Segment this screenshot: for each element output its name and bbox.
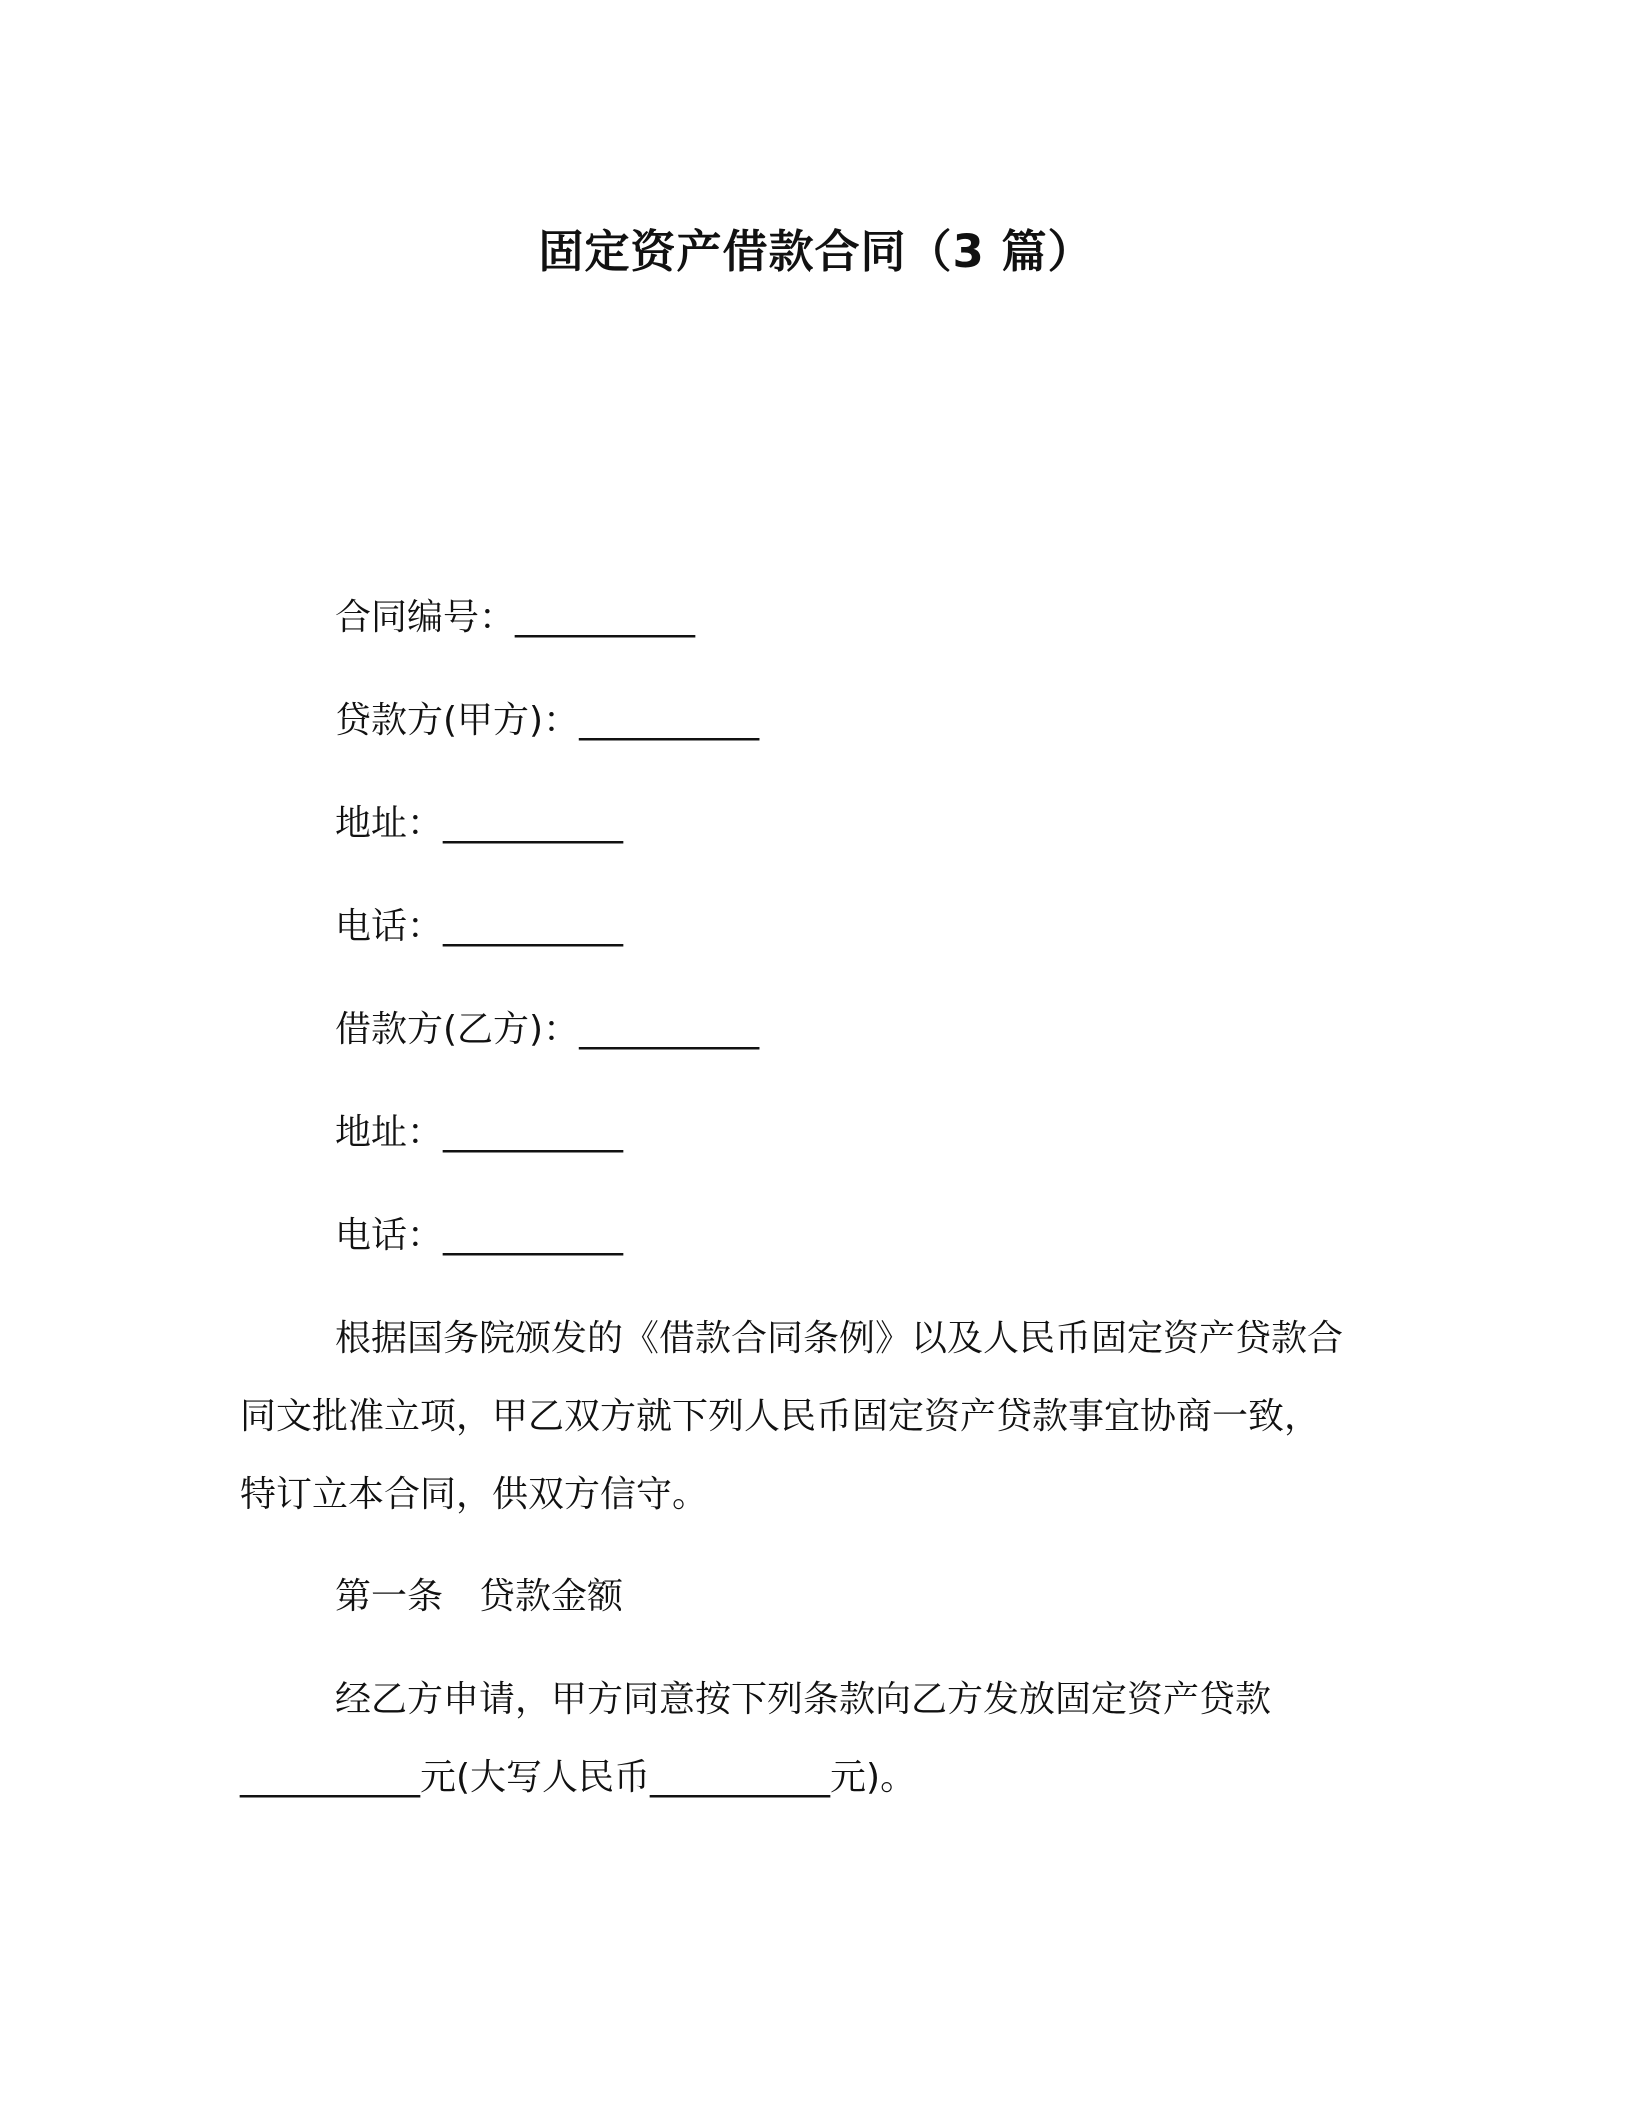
document-title: 固定资产借款合同（3 篇） <box>538 225 1094 278</box>
intro-line: 根据国务院颁发的《借款合同条例》以及人民币固定资产贷款合 <box>335 1318 1344 1359</box>
field-lender-address <box>335 799 623 849</box>
field-lender <box>335 696 759 746</box>
field-blank: __________ <box>515 597 696 638</box>
article-line: 经乙方申请，甲方同意按下列条款向乙方发放固定资产贷款 <box>335 1679 1272 1720</box>
field-blank: __________ <box>443 803 624 844</box>
field-label: 电话： <box>335 1215 444 1256</box>
field-blank: __________ <box>579 700 760 741</box>
field-label: 电话： <box>335 906 444 947</box>
field-borrower <box>335 1005 759 1055</box>
article-line: __________元(大写人民币__________元)。 <box>240 1757 917 1798</box>
field-blank: __________ <box>443 1112 624 1153</box>
intro-line: 特订立本合同，供双方信守。 <box>240 1474 709 1515</box>
field-blank: __________ <box>443 1215 624 1256</box>
field-label: 地址： <box>335 803 444 844</box>
field-label: 贷款方(甲方)： <box>335 700 580 741</box>
article-1-body <box>240 1675 1390 1831</box>
field-lender-phone <box>335 902 623 952</box>
field-label: 地址： <box>335 1112 444 1153</box>
field-label: 合同编号： <box>335 597 516 638</box>
intro-line: 同文批准立项，甲乙双方就下列人民币固定资产贷款事宜协商一致， <box>240 1396 1321 1437</box>
field-blank: __________ <box>579 1009 760 1050</box>
field-borrower-address <box>335 1108 623 1158</box>
article-1-heading: 第一条 贷款金额 <box>335 1576 624 1617</box>
field-borrower-phone <box>335 1211 623 1261</box>
field-label: 借款方(乙方)： <box>335 1009 580 1050</box>
intro-paragraph <box>240 1314 1390 1548</box>
field-blank: __________ <box>443 906 624 947</box>
field-contract-number <box>335 593 695 643</box>
